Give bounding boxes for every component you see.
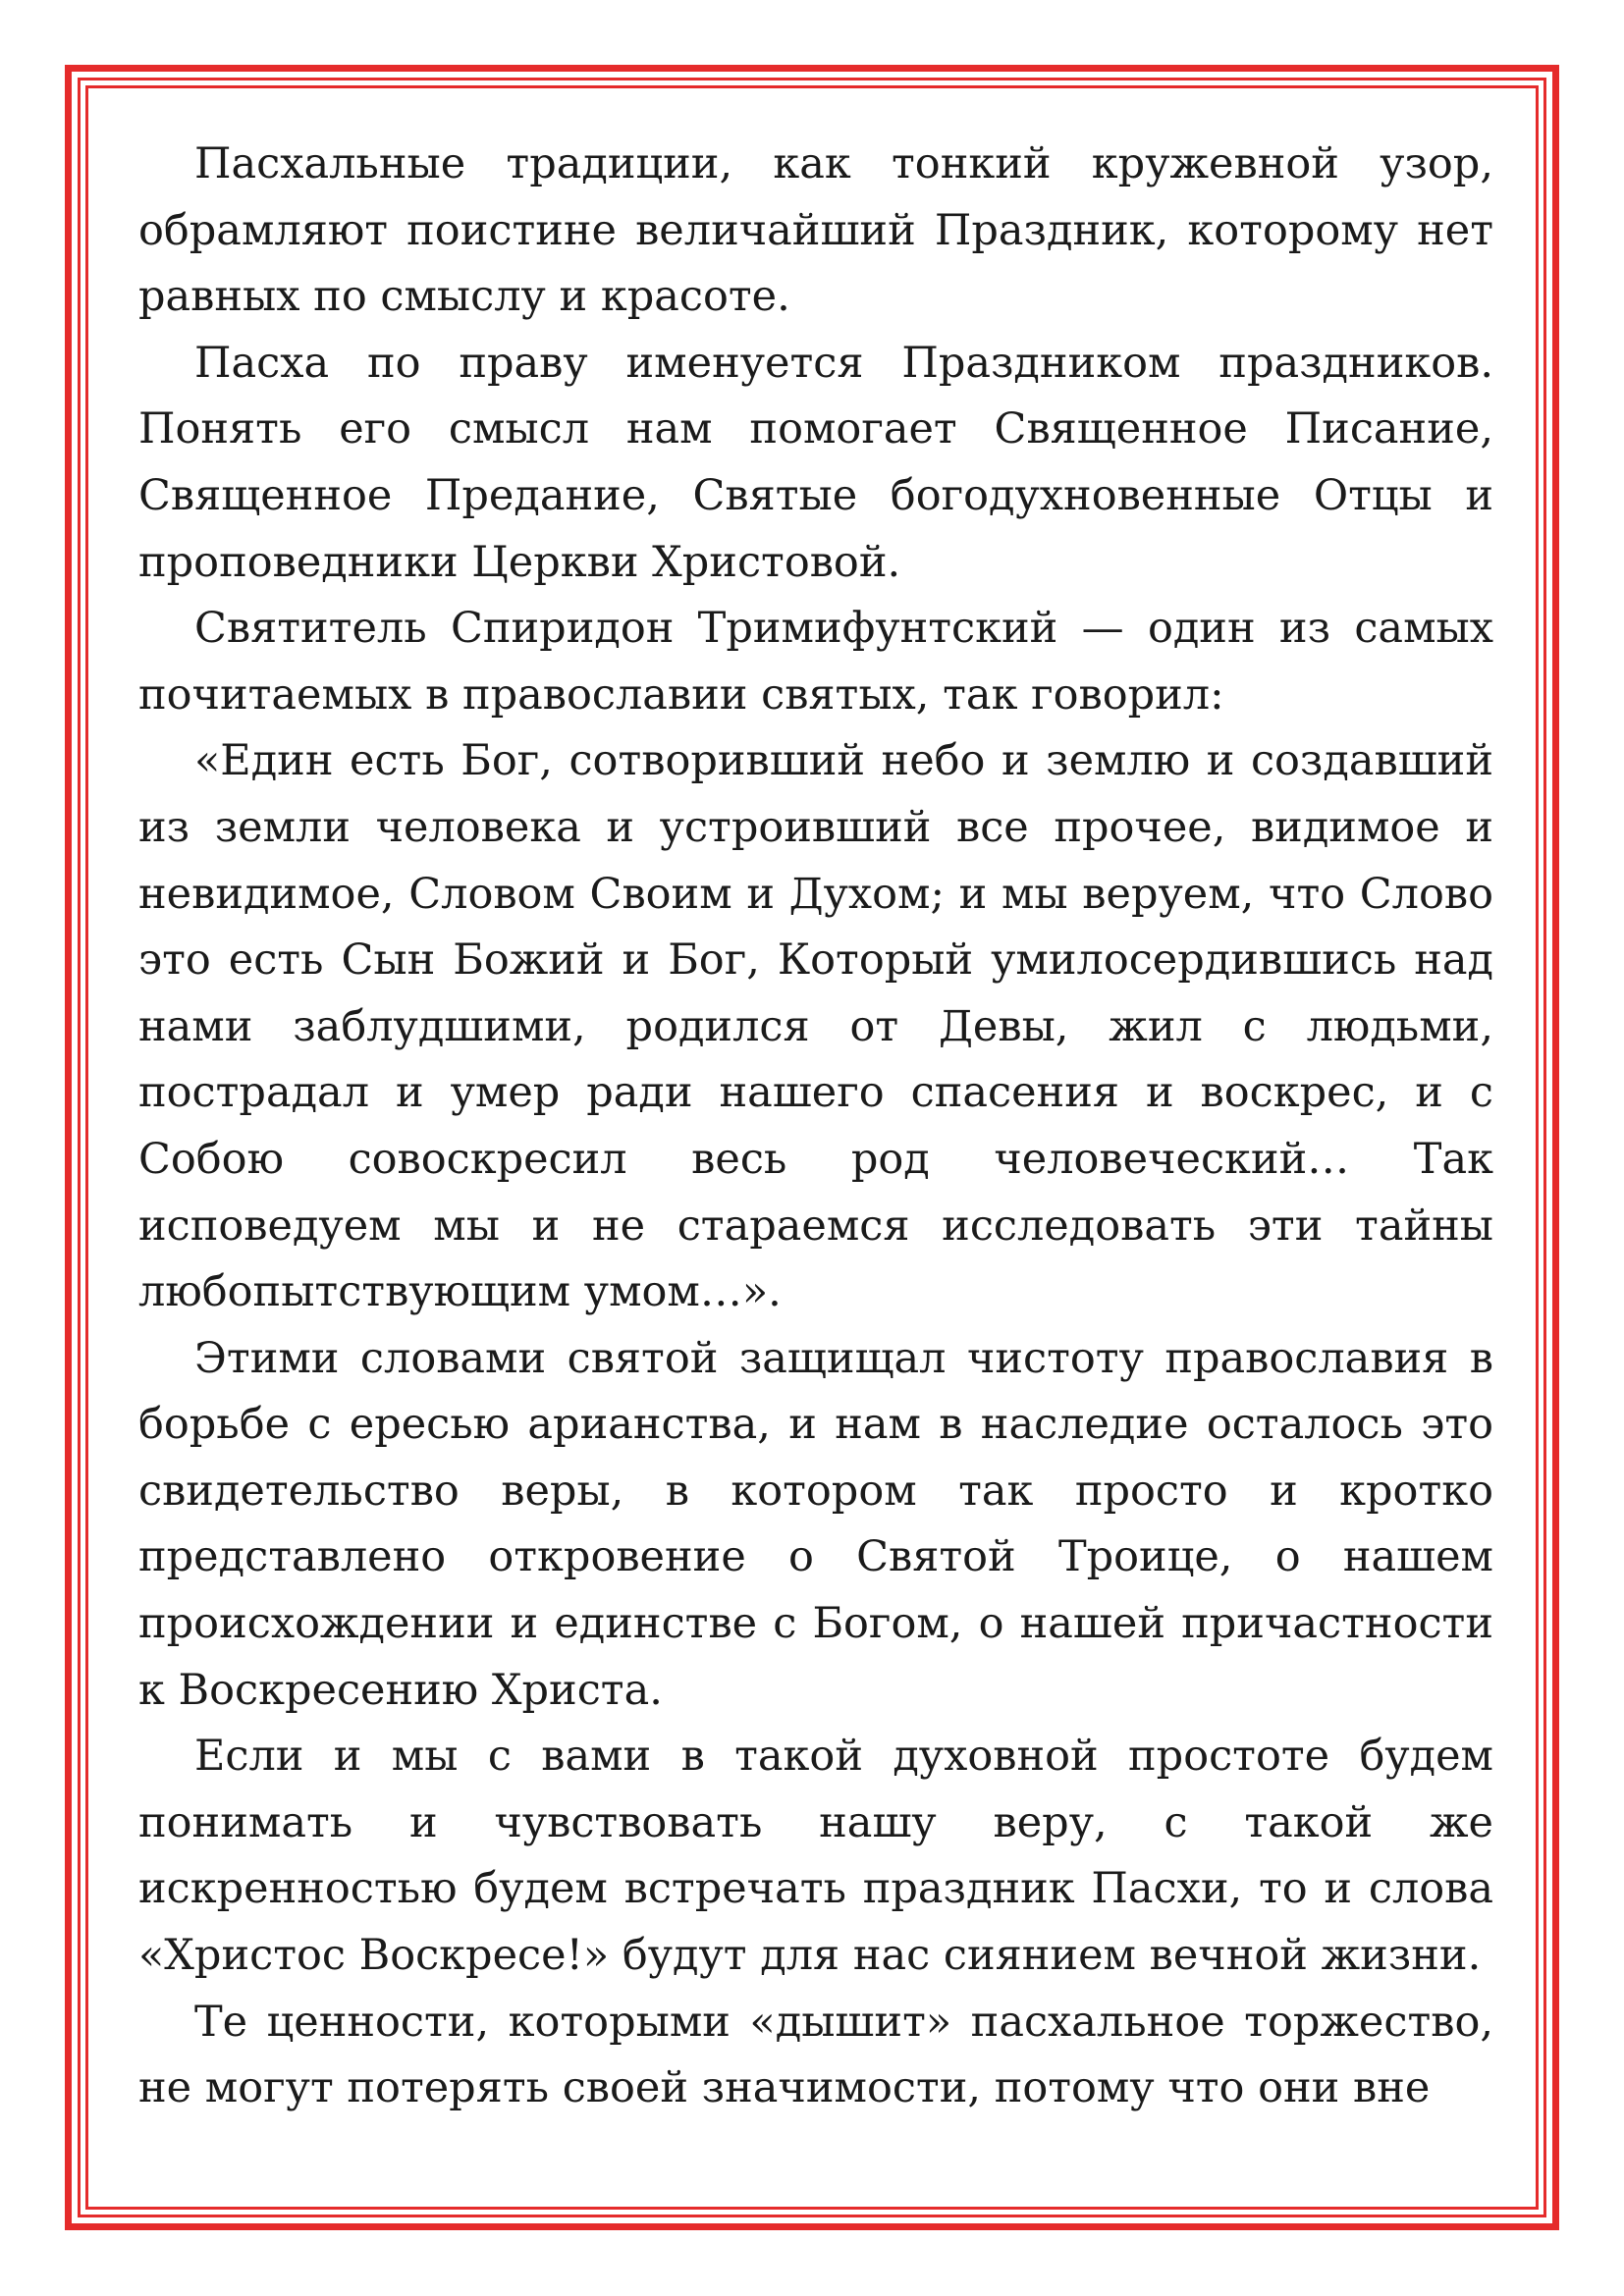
paragraph-feast-of-feasts: Пасха по праву именуется Праздником праздников. Понять его смысл нам помогает Священное Писание, Священное Предание, Святые богодухновенные Отцы и проповедники Церкви Христовой. bbox=[138, 338, 1493, 587]
document-body bbox=[138, 132, 1493, 2122]
paragraph-values: Те ценности, которыми «дышит» пасхальное торжество, не могут потерять своей значимости, потому что они вне bbox=[138, 1997, 1493, 2113]
paragraph-easter-traditions: Пасхальные традиции, как тонкий кружевной узор, обрамляют поистине величайший Праздник, которому нет равных по смыслу и красоте. bbox=[138, 139, 1493, 322]
paragraph-simplicity-of-faith: Если и мы с вами в такой духовной простоте будем понимать и чувствовать нашу веру, с такой же искренностью будем встречать праздник Пасхи, то и слова «Христос Воскресе!» будут для нас сиянием вечной жизни. bbox=[138, 1732, 1493, 1981]
paragraph-saint-spyridon: Святитель Спиридон Тримифунтский — один из самых почитаемых в православии святых, так говорил: bbox=[138, 604, 1493, 720]
paragraph-quote: «Един есть Бог, сотворивший небо и землю и создавший из земли человека и устроивший все прочее, видимое и невидимое, Словом Своим и Духом; и мы веруем, что Слово это есть Сын Божий и Бог, Который умилосердившись над нами заблудшими, родился от Девы, жил с людьми, пострадал и умер ради нашего спасения и воскрес, и с Собою совоскресил весь род человеческий… Так исповедуем мы и не стараемся исследовать эти тайны любопытствующим умом…». bbox=[138, 736, 1493, 1317]
paragraph-orthodoxy-defense: Этими словами святой защищал чистоту православия в борьбе с ересью арианства, и нам в наследие осталось это свидетельство веры, в котором так просто и кротко представлено откровение о Святой Троице, о нашем происхождении и единстве с Богом, о нашей причастности к Воскресению Христа. bbox=[138, 1333, 1493, 1715]
